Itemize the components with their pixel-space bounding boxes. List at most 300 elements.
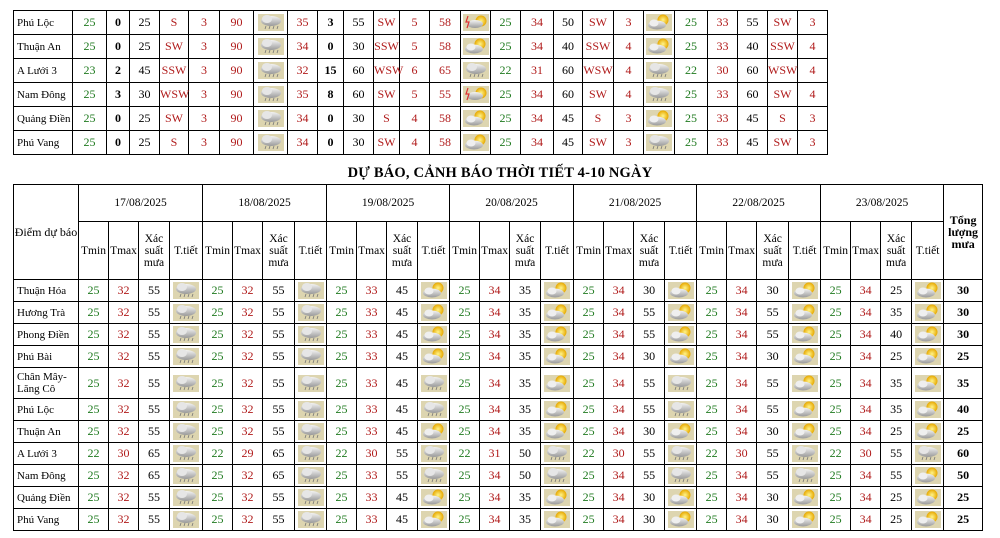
tmax-cell: 34 bbox=[480, 302, 510, 324]
date-header: 18/08/2025 bbox=[203, 185, 327, 222]
rain-probability-header: Xác suất mưa bbox=[757, 222, 789, 280]
tmax-cell: 32 bbox=[109, 487, 139, 509]
tmin-cell: 25 bbox=[574, 346, 604, 368]
tmin-cell: 25 bbox=[697, 465, 727, 487]
weather-cell bbox=[789, 302, 821, 324]
value-cell: 30 bbox=[708, 59, 738, 83]
sun-cloud-icon bbox=[463, 38, 489, 55]
tmax-cell: 30 bbox=[851, 443, 881, 465]
rain-probability-cell: 55 bbox=[263, 399, 295, 421]
rain-cloud-icon bbox=[258, 14, 284, 31]
rain-probability-header: Xác suất mưa bbox=[881, 222, 912, 280]
rain-cloud-icon bbox=[258, 38, 284, 55]
weather-cell bbox=[170, 465, 203, 487]
tmin-cell: 25 bbox=[574, 509, 604, 531]
rain-probability-cell: 55 bbox=[634, 443, 665, 465]
sun-cloud-icon bbox=[915, 304, 941, 321]
weather-cell bbox=[665, 346, 697, 368]
rain-probability-cell: 55 bbox=[139, 346, 170, 368]
sun-cloud-icon bbox=[792, 375, 818, 392]
weather-cell bbox=[295, 421, 327, 443]
rain-cloud-icon bbox=[298, 423, 324, 440]
sun-cloud-icon bbox=[463, 110, 489, 127]
rain-cloud-icon bbox=[668, 467, 694, 484]
rain-probability-header: Xác suất mưa bbox=[263, 222, 295, 280]
tmax-cell: 34 bbox=[480, 421, 510, 443]
tmin-cell: 22 bbox=[697, 443, 727, 465]
rain-cloud-icon bbox=[298, 467, 324, 484]
sun-cloud-icon bbox=[915, 348, 941, 365]
weather-cell bbox=[789, 324, 821, 346]
weather-cell bbox=[170, 443, 203, 465]
weather-cell bbox=[295, 443, 327, 465]
tmin-cell: 25 bbox=[203, 465, 233, 487]
tmax-cell: 34 bbox=[604, 302, 634, 324]
tmin-cell: 25 bbox=[697, 421, 727, 443]
sun-cloud-icon bbox=[421, 304, 447, 321]
value-cell: 0 bbox=[107, 11, 130, 35]
table-row bbox=[14, 35, 828, 59]
tmin-header: Tmin bbox=[450, 222, 480, 280]
station-name: Phong Điền bbox=[14, 324, 79, 346]
tmax-cell: 32 bbox=[109, 465, 139, 487]
tmin-cell: 25 bbox=[574, 399, 604, 421]
value-cell: 45 bbox=[554, 131, 583, 155]
rain-probability-header: Xác suất mưa bbox=[139, 222, 170, 280]
tmin-cell: 22 bbox=[574, 443, 604, 465]
weather-cell bbox=[541, 324, 574, 346]
value-cell: 34 bbox=[521, 35, 554, 59]
total-rain-cell: 60 bbox=[944, 443, 983, 465]
sun-cloud-icon bbox=[915, 467, 941, 484]
tmin-cell: 25 bbox=[450, 324, 480, 346]
tmin-cell: 25 bbox=[450, 421, 480, 443]
rain-probability-cell: 55 bbox=[263, 509, 295, 531]
sun-cloud-icon bbox=[646, 14, 672, 31]
weather-cell bbox=[254, 59, 288, 83]
value-cell: 45 bbox=[130, 59, 160, 83]
storm-sun-icon bbox=[463, 86, 489, 103]
tmin-header: Tmin bbox=[574, 222, 604, 280]
tmax-cell: 34 bbox=[727, 421, 757, 443]
value-cell: 25 bbox=[130, 11, 160, 35]
tmin-cell: 25 bbox=[697, 509, 727, 531]
value-cell: 3 bbox=[189, 131, 220, 155]
value-cell: 33 bbox=[708, 35, 738, 59]
rain-probability-cell: 35 bbox=[881, 302, 912, 324]
tmax-cell: 32 bbox=[233, 421, 263, 443]
value-cell: 31 bbox=[521, 59, 554, 83]
rain-probability-cell: 40 bbox=[881, 324, 912, 346]
tmin-cell: 25 bbox=[450, 368, 480, 399]
value-cell: SW bbox=[768, 83, 798, 107]
rain-probability-cell: 35 bbox=[510, 487, 541, 509]
value-cell: 35 bbox=[288, 11, 318, 35]
weather-cell bbox=[295, 487, 327, 509]
value-cell: 45 bbox=[738, 131, 768, 155]
rain-cloud-icon bbox=[258, 110, 284, 127]
station-name: A Lưới 3 bbox=[14, 443, 79, 465]
tmin-cell: 25 bbox=[203, 280, 233, 302]
value-cell: 3 bbox=[318, 11, 344, 35]
rain-probability-cell: 30 bbox=[757, 509, 789, 531]
sun-cloud-icon bbox=[421, 282, 447, 299]
tmin-cell: 22 bbox=[821, 443, 851, 465]
station-name: Thuận Hóa bbox=[14, 280, 79, 302]
value-cell: 55 bbox=[344, 11, 374, 35]
tmin-cell: 25 bbox=[697, 487, 727, 509]
value-cell: 40 bbox=[738, 35, 768, 59]
value-cell: 90 bbox=[220, 35, 254, 59]
sun-cloud-icon bbox=[421, 326, 447, 343]
weather-cell bbox=[295, 302, 327, 324]
value-cell: 58 bbox=[430, 11, 461, 35]
tmax-cell: 32 bbox=[233, 302, 263, 324]
value-cell: 55 bbox=[430, 83, 461, 107]
weather-cell bbox=[665, 302, 697, 324]
rain-probability-cell: 30 bbox=[634, 487, 665, 509]
table-row bbox=[14, 83, 828, 107]
value-cell: 25 bbox=[73, 131, 107, 155]
rain-probability-cell: 45 bbox=[387, 368, 418, 399]
tmax-cell: 33 bbox=[357, 302, 387, 324]
value-cell: 3 bbox=[107, 83, 130, 107]
rain-cloud-icon bbox=[421, 375, 447, 392]
storm-sun-icon bbox=[463, 14, 489, 31]
tmin-cell: 25 bbox=[697, 399, 727, 421]
total-rain-cell: 25 bbox=[944, 509, 983, 531]
value-cell: 15 bbox=[318, 59, 344, 83]
weather-cell bbox=[418, 302, 450, 324]
tmin-cell: 25 bbox=[574, 324, 604, 346]
weather-cell bbox=[665, 280, 697, 302]
sun-cloud-icon bbox=[463, 134, 489, 151]
tmax-header: Tmax bbox=[480, 222, 510, 280]
weather-cell bbox=[644, 107, 675, 131]
value-cell: 25 bbox=[491, 11, 521, 35]
subheader-row bbox=[14, 222, 983, 280]
rain-probability-cell: 45 bbox=[387, 280, 418, 302]
value-cell: 34 bbox=[288, 35, 318, 59]
rain-probability-cell: 50 bbox=[510, 443, 541, 465]
value-cell: 0 bbox=[318, 131, 344, 155]
weather-cell bbox=[418, 421, 450, 443]
tmax-header: Tmax bbox=[233, 222, 263, 280]
tmin-cell: 25 bbox=[574, 302, 604, 324]
value-cell: 4 bbox=[614, 59, 644, 83]
weather-cell bbox=[912, 487, 944, 509]
tmax-cell: 34 bbox=[851, 465, 881, 487]
value-cell: 60 bbox=[554, 83, 583, 107]
value-cell: 3 bbox=[614, 131, 644, 155]
weather-cell bbox=[295, 324, 327, 346]
tmax-cell: 34 bbox=[851, 302, 881, 324]
rain-cloud-icon bbox=[258, 134, 284, 151]
header-row bbox=[14, 185, 983, 222]
weather-cell bbox=[789, 487, 821, 509]
weather-header: T.tiết bbox=[912, 222, 944, 280]
rain-probability-cell: 65 bbox=[263, 443, 295, 465]
table-row bbox=[14, 346, 983, 368]
tmin-cell: 25 bbox=[821, 465, 851, 487]
rain-cloud-icon bbox=[915, 445, 941, 462]
tmin-cell: 25 bbox=[327, 302, 357, 324]
sun-cloud-icon bbox=[915, 282, 941, 299]
rain-probability-cell: 55 bbox=[757, 443, 789, 465]
sun-cloud-icon bbox=[544, 304, 570, 321]
value-cell: 55 bbox=[738, 11, 768, 35]
tmin-cell: 25 bbox=[203, 302, 233, 324]
value-cell: 34 bbox=[521, 107, 554, 131]
value-cell: 0 bbox=[318, 107, 344, 131]
station-name: A Lưới 3 bbox=[14, 59, 73, 83]
rain-cloud-icon bbox=[298, 401, 324, 418]
rain-probability-header: Xác suất mưa bbox=[634, 222, 665, 280]
rain-probability-cell: 35 bbox=[881, 399, 912, 421]
value-cell: WSW bbox=[768, 59, 798, 83]
tmin-cell: 22 bbox=[327, 443, 357, 465]
tmin-cell: 25 bbox=[79, 465, 109, 487]
sun-cloud-icon bbox=[668, 348, 694, 365]
station-name: Nam Đông bbox=[14, 83, 73, 107]
weather-cell bbox=[541, 421, 574, 443]
value-cell: 25 bbox=[675, 35, 708, 59]
value-cell: 34 bbox=[521, 131, 554, 155]
weather-header: T.tiết bbox=[789, 222, 821, 280]
station-name: Quảng Điền bbox=[14, 107, 73, 131]
tmin-cell: 25 bbox=[203, 324, 233, 346]
value-cell: 34 bbox=[288, 131, 318, 155]
value-cell: S bbox=[768, 107, 798, 131]
tmin-cell: 22 bbox=[450, 443, 480, 465]
value-cell: SW bbox=[160, 35, 189, 59]
sun-cloud-icon bbox=[915, 511, 941, 528]
weather-cell bbox=[254, 35, 288, 59]
value-cell: 0 bbox=[107, 35, 130, 59]
value-cell: SW bbox=[583, 131, 614, 155]
weather-cell bbox=[665, 324, 697, 346]
station-name: Thuận An bbox=[14, 35, 73, 59]
value-cell: 30 bbox=[344, 107, 374, 131]
sun-cloud-icon bbox=[915, 489, 941, 506]
rain-probability-cell: 45 bbox=[387, 302, 418, 324]
value-cell: 90 bbox=[220, 107, 254, 131]
weather-cell bbox=[418, 465, 450, 487]
station-name: Phú Bài bbox=[14, 346, 79, 368]
value-cell: 2 bbox=[107, 59, 130, 83]
weather-cell bbox=[665, 487, 697, 509]
tmin-cell: 25 bbox=[821, 280, 851, 302]
rain-probability-cell: 55 bbox=[139, 324, 170, 346]
weather-cell bbox=[461, 35, 491, 59]
weather-cell bbox=[418, 443, 450, 465]
weather-cell bbox=[644, 83, 675, 107]
tmax-cell: 32 bbox=[233, 280, 263, 302]
station-name: Chân Mây-Lăng Cô bbox=[14, 368, 79, 399]
value-cell: WSW bbox=[583, 59, 614, 83]
weather-cell bbox=[254, 83, 288, 107]
rain-cloud-icon bbox=[298, 375, 324, 392]
tmax-cell: 34 bbox=[727, 399, 757, 421]
tmax-cell: 34 bbox=[480, 280, 510, 302]
tmax-cell: 32 bbox=[233, 399, 263, 421]
total-rain-cell: 30 bbox=[944, 324, 983, 346]
tmax-cell: 32 bbox=[109, 421, 139, 443]
value-cell: 4 bbox=[798, 59, 828, 83]
value-cell: 90 bbox=[220, 11, 254, 35]
date-header: 17/08/2025 bbox=[79, 185, 203, 222]
value-cell: 22 bbox=[491, 59, 521, 83]
rain-probability-cell: 55 bbox=[263, 346, 295, 368]
rain-probability-cell: 35 bbox=[510, 324, 541, 346]
tmin-header: Tmin bbox=[821, 222, 851, 280]
rain-cloud-icon bbox=[298, 511, 324, 528]
value-cell: 90 bbox=[220, 131, 254, 155]
weather-cell bbox=[170, 399, 203, 421]
tmax-cell: 34 bbox=[604, 346, 634, 368]
rain-probability-cell: 35 bbox=[510, 346, 541, 368]
weather-cell bbox=[170, 368, 203, 399]
table-row bbox=[14, 487, 983, 509]
weather-cell bbox=[644, 35, 675, 59]
rain-cloud-icon bbox=[668, 401, 694, 418]
sun-cloud-icon bbox=[792, 304, 818, 321]
value-cell: 60 bbox=[738, 59, 768, 83]
tmin-cell: 25 bbox=[203, 487, 233, 509]
weather-cell bbox=[912, 324, 944, 346]
tmax-cell: 34 bbox=[851, 280, 881, 302]
rain-cloud-icon bbox=[173, 375, 199, 392]
weather-cell bbox=[541, 399, 574, 421]
rain-cloud-icon bbox=[298, 326, 324, 343]
rain-cloud-icon bbox=[668, 445, 694, 462]
tmin-cell: 25 bbox=[697, 368, 727, 399]
tmin-cell: 25 bbox=[574, 465, 604, 487]
tmax-cell: 33 bbox=[357, 280, 387, 302]
value-cell: 25 bbox=[130, 131, 160, 155]
tmax-cell: 34 bbox=[604, 509, 634, 531]
value-cell: 32 bbox=[288, 59, 318, 83]
tmax-cell: 34 bbox=[851, 487, 881, 509]
tmin-cell: 25 bbox=[821, 302, 851, 324]
sun-cloud-icon bbox=[792, 326, 818, 343]
weather-cell bbox=[541, 465, 574, 487]
value-cell: 25 bbox=[73, 83, 107, 107]
tmin-cell: 25 bbox=[697, 302, 727, 324]
tmax-header: Tmax bbox=[851, 222, 881, 280]
tmin-cell: 25 bbox=[79, 324, 109, 346]
weather-cell bbox=[295, 465, 327, 487]
value-cell: 4 bbox=[798, 83, 828, 107]
value-cell: S bbox=[160, 131, 189, 155]
weather-cell bbox=[665, 368, 697, 399]
rain-probability-cell: 35 bbox=[510, 399, 541, 421]
tmin-cell: 25 bbox=[821, 346, 851, 368]
value-cell: 60 bbox=[554, 59, 583, 83]
weather-header: T.tiết bbox=[541, 222, 574, 280]
rain-probability-cell: 55 bbox=[139, 399, 170, 421]
sun-cloud-icon bbox=[421, 489, 447, 506]
sun-cloud-icon bbox=[668, 282, 694, 299]
tmax-cell: 31 bbox=[480, 443, 510, 465]
weather-cell bbox=[789, 509, 821, 531]
weather-cell bbox=[461, 131, 491, 155]
value-cell: 33 bbox=[708, 83, 738, 107]
weather-cell bbox=[912, 465, 944, 487]
tmax-cell: 32 bbox=[109, 368, 139, 399]
rain-cloud-icon bbox=[792, 445, 818, 462]
rain-probability-cell: 55 bbox=[634, 324, 665, 346]
rain-cloud-icon bbox=[173, 326, 199, 343]
rain-probability-cell: 55 bbox=[139, 421, 170, 443]
station-name: Hương Trà bbox=[14, 302, 79, 324]
rain-probability-cell: 55 bbox=[263, 302, 295, 324]
rain-probability-cell: 45 bbox=[387, 324, 418, 346]
sun-cloud-icon bbox=[915, 423, 941, 440]
rain-cloud-icon bbox=[173, 445, 199, 462]
rain-probability-cell: 35 bbox=[510, 421, 541, 443]
value-cell: 4 bbox=[614, 83, 644, 107]
tmax-cell: 33 bbox=[357, 487, 387, 509]
tmax-cell: 34 bbox=[480, 509, 510, 531]
rain-probability-cell: 55 bbox=[757, 465, 789, 487]
tmax-cell: 32 bbox=[233, 465, 263, 487]
value-cell: 33 bbox=[708, 107, 738, 131]
tmin-cell: 25 bbox=[79, 487, 109, 509]
value-cell: 35 bbox=[288, 83, 318, 107]
value-cell: 3 bbox=[798, 131, 828, 155]
rain-probability-cell: 55 bbox=[634, 399, 665, 421]
tmin-cell: 25 bbox=[327, 421, 357, 443]
rain-probability-cell: 35 bbox=[510, 280, 541, 302]
total-rain-cell: 40 bbox=[944, 399, 983, 421]
tmin-cell: 25 bbox=[327, 487, 357, 509]
weather-cell bbox=[789, 399, 821, 421]
rain-cloud-icon bbox=[258, 86, 284, 103]
date-header: 20/08/2025 bbox=[450, 185, 574, 222]
value-cell: 25 bbox=[675, 83, 708, 107]
weather-cell bbox=[912, 443, 944, 465]
rain-probability-cell: 45 bbox=[387, 399, 418, 421]
station-name: Phú Vang bbox=[14, 509, 79, 531]
rain-probability-cell: 45 bbox=[387, 509, 418, 531]
value-cell: 3 bbox=[189, 11, 220, 35]
value-cell: 25 bbox=[73, 35, 107, 59]
tmax-cell: 32 bbox=[109, 302, 139, 324]
value-cell: 25 bbox=[491, 107, 521, 131]
weather-cell bbox=[541, 368, 574, 399]
rain-probability-cell: 55 bbox=[263, 280, 295, 302]
rain-probability-cell: 55 bbox=[757, 324, 789, 346]
value-cell: 6 bbox=[400, 59, 430, 83]
total-rain-cell: 25 bbox=[944, 421, 983, 443]
tmax-cell: 34 bbox=[851, 399, 881, 421]
value-cell: SW bbox=[374, 83, 400, 107]
station-name: Nam Đông bbox=[14, 465, 79, 487]
rain-probability-cell: 45 bbox=[387, 346, 418, 368]
rain-cloud-icon bbox=[421, 467, 447, 484]
value-cell: SW bbox=[374, 131, 400, 155]
weather-cell bbox=[665, 509, 697, 531]
value-cell: 0 bbox=[107, 107, 130, 131]
rain-probability-cell: 65 bbox=[139, 465, 170, 487]
tmin-cell: 25 bbox=[450, 487, 480, 509]
tmax-cell: 34 bbox=[851, 324, 881, 346]
rain-cloud-icon bbox=[463, 62, 489, 79]
tmax-cell: 33 bbox=[357, 368, 387, 399]
rain-cloud-icon bbox=[544, 445, 570, 462]
tmin-header: Tmin bbox=[697, 222, 727, 280]
